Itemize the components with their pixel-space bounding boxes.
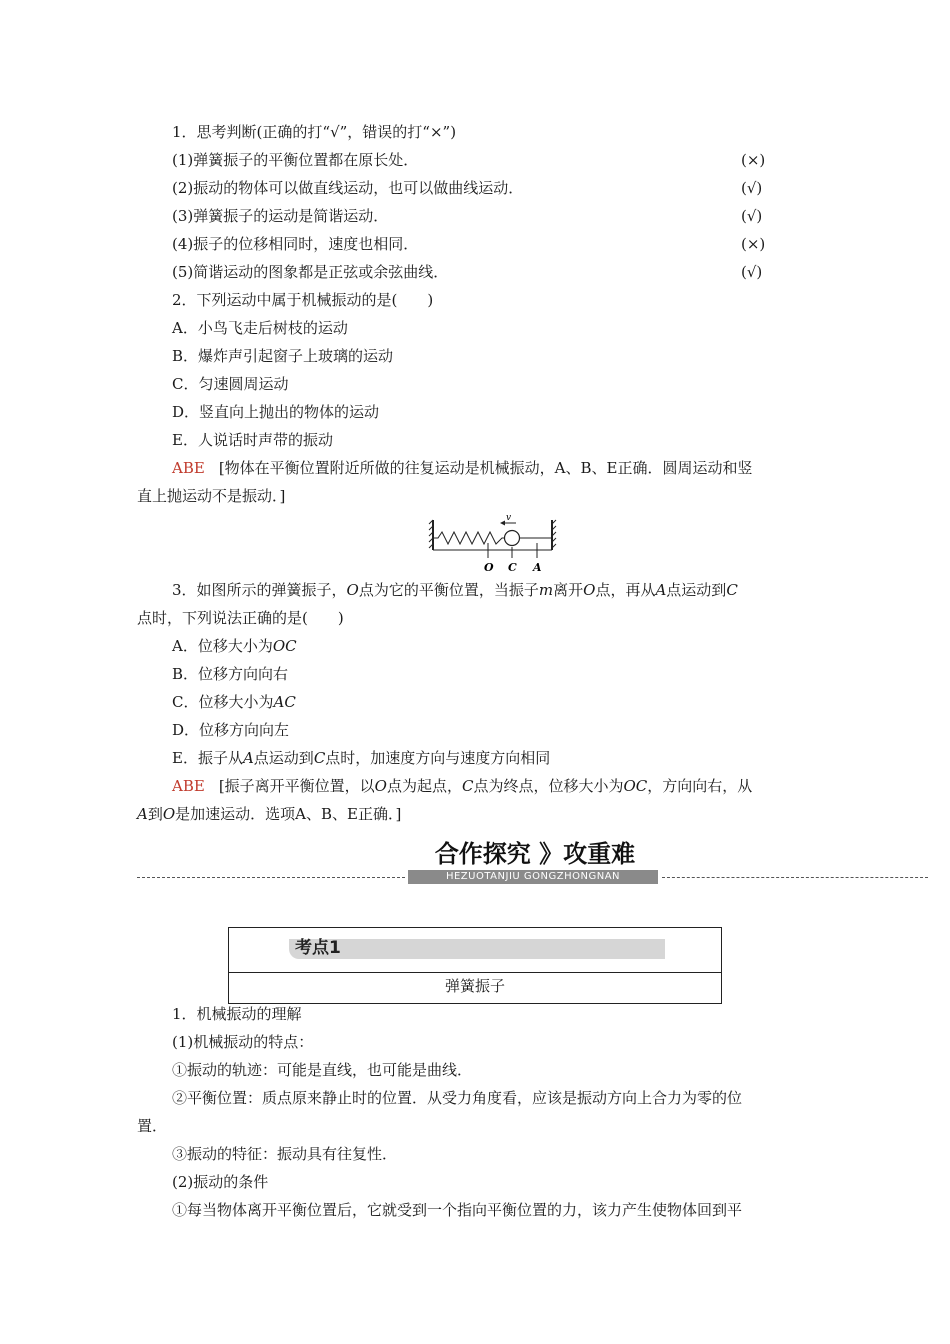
banner-divider-right	[662, 877, 928, 878]
q2-option-c: C．匀速圆周运动	[172, 375, 289, 393]
q1-mark-4: (×)	[741, 235, 766, 253]
q3-option-b: B．位移方向向右	[172, 665, 289, 683]
section-line-3: ①振动的轨迹：可能是直线，也可能是曲线．	[172, 1061, 473, 1079]
q3-answer: ABE	[172, 777, 205, 795]
velocity-arrowhead-icon	[500, 521, 505, 526]
kaodian-tab-bar	[289, 939, 665, 959]
right-wall	[552, 520, 556, 550]
q2-answer-line	[172, 458, 752, 478]
kaodian-box	[228, 927, 722, 1004]
q2-answer: ABE	[172, 459, 205, 477]
section-line-4: ②平衡位置：质点原来静止时的位置．从受力角度看，应该是振动方向上合力为零的位	[172, 1089, 743, 1107]
q2-option-e: E．人说话时声带的振动	[172, 431, 333, 449]
spring-oscillator-figure	[428, 510, 558, 574]
q3-option-c: C．位移大小为AC	[172, 693, 296, 711]
q1-item-3: (3)弹簧振子的运动是简谐运动．	[172, 207, 389, 225]
section-line-2: (1)机械振动的特点：	[172, 1033, 314, 1051]
kaodian-label: 考点1	[295, 938, 341, 958]
kaodian-divider	[229, 972, 721, 973]
q1-heading: 1．思考判断(正确的打“√”，错误的打“×”)	[172, 123, 457, 141]
q3-answer-line: ABE [振子离开平衡位置，以O点为起点，C点为终点，位移大小为OC，方向向右，从	[172, 777, 753, 795]
section-line-1: 1．机械振动的理解	[172, 1005, 302, 1023]
q2-option-b: B．爆炸声引起窗子上玻璃的运动	[172, 347, 394, 365]
q1-item-1: (1)弹簧振子的平衡位置都在原长处．	[172, 151, 419, 169]
q3-stem-cont: 点时，下列说法正确的是( )	[137, 609, 344, 627]
section-banner-title: 合作探究 》攻重难	[434, 840, 636, 868]
q2-option-d: D．竖直向上抛出的物体的运动	[172, 403, 380, 421]
q2-stem: 2．下列运动中属于机械振动的是( )	[172, 291, 434, 309]
section-banner-subtitle: HEZUOTANJIU GONGZHONGNAN	[408, 870, 658, 884]
section-line-7: ①每当物体离开平衡位置后，它就受到一个指向平衡位置的力，该力产生使物体回到平	[172, 1201, 743, 1219]
kaodian-title: 弹簧振子	[444, 977, 505, 995]
q2-explanation-cont: 直上抛运动不是振动．]	[137, 487, 286, 505]
q3-option-e: E．振子从A点运动到C点时，加速度方向与速度方向相同	[172, 749, 551, 767]
section-line-5: ③振动的特征：振动具有往复性．	[172, 1145, 398, 1163]
oscillator-ball	[505, 531, 520, 546]
q3-option-a: A．位移大小为OC	[172, 637, 297, 655]
q1-mark-5: (√)	[741, 263, 763, 281]
q2-option-a: A．小鸟飞走后树枝的运动	[172, 319, 348, 337]
label-o: O	[484, 561, 494, 574]
q1-mark-2: (√)	[741, 179, 763, 197]
label-c: C	[508, 561, 517, 574]
q1-item-2: (2)振动的物体可以做直线运动，也可以做曲线运动．	[172, 179, 524, 197]
section-line-4-cont: 置．	[137, 1117, 168, 1135]
q1-mark-3: (√)	[741, 207, 763, 225]
spring-icon	[433, 532, 504, 544]
q3-stem: 3．如图所示的弹簧振子，O点为它的平衡位置，当振子m离开O点，再从A点运动到C	[172, 581, 738, 599]
q3-option-d: D．位移方向向左	[172, 721, 290, 739]
q2-explanation: [物体在平衡位置附近所做的往复运动是机械振动，A、B、E正确．圆周运动和竖	[218, 459, 753, 477]
q1-item-4: (4)振子的位移相同时，速度也相同．	[172, 235, 419, 253]
section-line-6: (2)振动的条件	[172, 1173, 269, 1191]
label-a: A	[533, 561, 542, 574]
left-wall	[429, 520, 433, 550]
banner-divider-left	[137, 877, 405, 878]
q3-explanation-cont: A到O是加速运动．选项A、B、E正确．]	[137, 805, 402, 823]
q1-item-5: (5)简谐运动的图象都是正弦或余弦曲线．	[172, 263, 449, 281]
q1-mark-1: (×)	[741, 151, 766, 169]
velocity-label: v	[506, 513, 512, 523]
